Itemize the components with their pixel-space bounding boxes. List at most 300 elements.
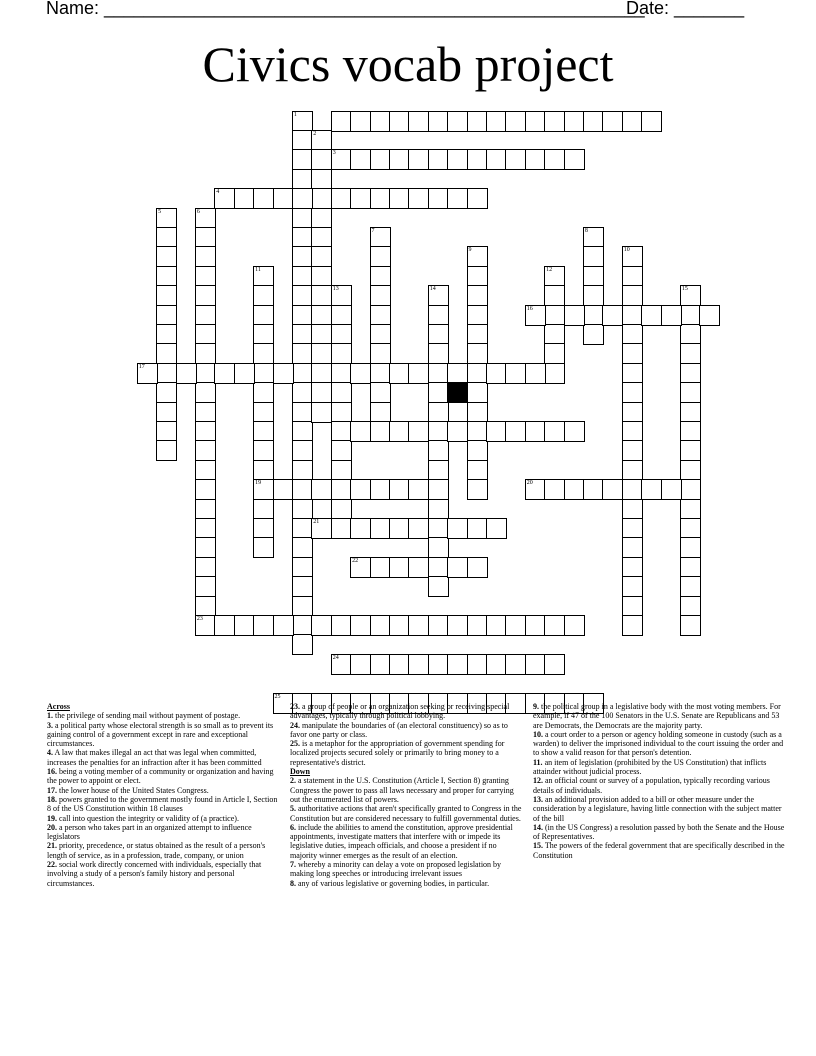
crossword-cell[interactable] (370, 479, 391, 500)
crossword-cell[interactable] (622, 324, 643, 345)
crossword-cell[interactable] (331, 479, 352, 500)
crossword-cell[interactable] (195, 421, 216, 442)
crossword-cell[interactable] (195, 382, 216, 403)
crossword-cell[interactable] (486, 421, 507, 442)
crossword-cell[interactable] (195, 343, 216, 364)
crossword-cell[interactable] (622, 499, 643, 520)
crossword-cell[interactable] (408, 518, 429, 539)
crossword-cell[interactable] (156, 246, 177, 267)
crossword-cell[interactable] (661, 305, 682, 326)
crossword-cell[interactable] (505, 111, 526, 132)
crossword-cell[interactable] (583, 479, 604, 500)
crossword-cell[interactable] (428, 518, 449, 539)
crossword-cell[interactable] (370, 188, 391, 209)
crossword-cell[interactable] (331, 343, 352, 364)
crossword-cell[interactable] (447, 149, 468, 170)
crossword-cell[interactable] (486, 111, 507, 132)
crossword-cell[interactable] (292, 343, 313, 364)
crossword-cell[interactable] (622, 382, 643, 403)
crossword-cell[interactable] (408, 188, 429, 209)
crossword-cell[interactable] (214, 188, 235, 209)
crossword-cell[interactable] (195, 246, 216, 267)
crossword-cell[interactable] (253, 615, 274, 636)
crossword-cell[interactable] (467, 111, 488, 132)
crossword-cell[interactable] (331, 382, 352, 403)
crossword-cell[interactable] (234, 615, 255, 636)
crossword-cell[interactable] (370, 305, 391, 326)
crossword-cell[interactable] (467, 324, 488, 345)
crossword-cell[interactable] (447, 557, 468, 578)
crossword-cell[interactable] (234, 188, 255, 209)
crossword-cell[interactable] (156, 402, 177, 423)
crossword-cell[interactable] (544, 266, 565, 287)
crossword-cell[interactable] (544, 149, 565, 170)
crossword-cell[interactable] (234, 363, 255, 384)
crossword-cell[interactable] (622, 343, 643, 364)
crossword-cell[interactable] (311, 208, 332, 229)
crossword-cell[interactable] (583, 246, 604, 267)
crossword-cell[interactable] (467, 421, 488, 442)
crossword-cell[interactable] (680, 421, 701, 442)
crossword-cell[interactable] (680, 479, 701, 500)
crossword-cell[interactable] (622, 576, 643, 597)
crossword-cell[interactable] (292, 382, 313, 403)
crossword-cell[interactable] (253, 479, 274, 500)
crossword-cell[interactable] (350, 654, 371, 675)
crossword-cell[interactable] (311, 188, 332, 209)
crossword-cell[interactable] (602, 111, 623, 132)
crossword-cell[interactable] (389, 421, 410, 442)
crossword-cell[interactable] (641, 305, 662, 326)
crossword-cell[interactable] (505, 149, 526, 170)
crossword-cell[interactable] (525, 615, 546, 636)
crossword-cell[interactable] (292, 460, 313, 481)
crossword-cell[interactable] (195, 479, 216, 500)
crossword-cell[interactable] (292, 324, 313, 345)
crossword-cell[interactable] (292, 402, 313, 423)
crossword-cell[interactable] (370, 149, 391, 170)
crossword-cell[interactable] (292, 596, 313, 617)
crossword-cell[interactable] (389, 479, 410, 500)
crossword-cell[interactable] (544, 343, 565, 364)
crossword-cell[interactable] (331, 324, 352, 345)
crossword-cell[interactable] (680, 576, 701, 597)
crossword-cell[interactable] (156, 363, 177, 384)
crossword-cell[interactable] (428, 363, 449, 384)
crossword-cell[interactable] (311, 285, 332, 306)
crossword-cell[interactable] (214, 363, 235, 384)
crossword-cell[interactable] (583, 305, 604, 326)
crossword-cell[interactable] (680, 402, 701, 423)
crossword-cell[interactable] (292, 518, 313, 539)
crossword-cell[interactable] (467, 149, 488, 170)
crossword-cell[interactable] (564, 111, 585, 132)
crossword-cell[interactable] (505, 615, 526, 636)
crossword-cell[interactable] (680, 440, 701, 461)
crossword-cell[interactable] (680, 460, 701, 481)
crossword-cell[interactable] (292, 634, 313, 655)
crossword-cell[interactable] (428, 440, 449, 461)
crossword-cell[interactable] (564, 421, 585, 442)
crossword-cell[interactable] (156, 343, 177, 364)
crossword-cell[interactable] (447, 111, 468, 132)
crossword-cell[interactable] (253, 402, 274, 423)
crossword-cell[interactable] (292, 285, 313, 306)
crossword-cell[interactable] (544, 421, 565, 442)
crossword-cell[interactable] (292, 440, 313, 461)
crossword-cell[interactable] (331, 188, 352, 209)
crossword-cell[interactable] (505, 363, 526, 384)
crossword-cell[interactable] (583, 227, 604, 248)
crossword-cell[interactable] (428, 402, 449, 423)
crossword-cell[interactable] (253, 499, 274, 520)
crossword-cell[interactable] (311, 615, 332, 636)
crossword-cell[interactable] (350, 557, 371, 578)
crossword-cell[interactable] (214, 615, 235, 636)
crossword-cell[interactable] (622, 615, 643, 636)
crossword-cell[interactable] (370, 266, 391, 287)
crossword-cell[interactable] (467, 615, 488, 636)
crossword-cell[interactable] (428, 305, 449, 326)
crossword-cell[interactable] (622, 402, 643, 423)
crossword-cell[interactable] (292, 557, 313, 578)
crossword-cell[interactable] (273, 188, 294, 209)
crossword-cell[interactable] (311, 518, 332, 539)
crossword-cell[interactable] (544, 111, 565, 132)
crossword-cell[interactable] (331, 111, 352, 132)
crossword-cell[interactable] (311, 130, 332, 151)
crossword-cell[interactable] (544, 285, 565, 306)
crossword-cell[interactable] (544, 324, 565, 345)
crossword-cell[interactable] (467, 557, 488, 578)
crossword-cell[interactable] (680, 557, 701, 578)
crossword-cell[interactable] (428, 499, 449, 520)
crossword-cell[interactable] (156, 285, 177, 306)
crossword-cell[interactable] (331, 285, 352, 306)
crossword-cell[interactable] (253, 382, 274, 403)
crossword-cell[interactable] (389, 518, 410, 539)
crossword-cell[interactable] (389, 557, 410, 578)
crossword-cell[interactable] (176, 363, 197, 384)
crossword-cell[interactable] (389, 188, 410, 209)
crossword-cell[interactable] (311, 479, 332, 500)
crossword-cell[interactable] (156, 208, 177, 229)
crossword-cell[interactable] (467, 460, 488, 481)
crossword-cell[interactable] (253, 363, 274, 384)
crossword-cell[interactable] (641, 479, 662, 500)
crossword-cell[interactable] (311, 382, 332, 403)
crossword-cell[interactable] (486, 149, 507, 170)
crossword-cell[interactable] (331, 499, 352, 520)
crossword-cell[interactable] (622, 111, 643, 132)
crossword-cell[interactable] (525, 305, 546, 326)
crossword-cell[interactable] (467, 479, 488, 500)
crossword-cell[interactable] (311, 324, 332, 345)
crossword-cell[interactable] (311, 246, 332, 267)
crossword-cell[interactable] (350, 615, 371, 636)
crossword-cell[interactable] (428, 557, 449, 578)
crossword-cell[interactable] (370, 246, 391, 267)
crossword-cell[interactable] (195, 402, 216, 423)
crossword-cell[interactable] (467, 518, 488, 539)
crossword-cell[interactable] (583, 324, 604, 345)
crossword-cell[interactable] (389, 615, 410, 636)
crossword-cell[interactable] (195, 596, 216, 617)
crossword-cell[interactable] (195, 363, 216, 384)
crossword-cell[interactable] (428, 343, 449, 364)
crossword-cell[interactable] (525, 421, 546, 442)
crossword-cell[interactable] (428, 285, 449, 306)
crossword-cell[interactable] (680, 305, 701, 326)
crossword-cell[interactable] (195, 499, 216, 520)
crossword-cell[interactable] (370, 343, 391, 364)
crossword-cell[interactable] (195, 615, 216, 636)
crossword-cell[interactable] (467, 266, 488, 287)
crossword-cell[interactable] (544, 363, 565, 384)
crossword-cell[interactable] (195, 227, 216, 248)
crossword-cell[interactable] (428, 421, 449, 442)
crossword-cell[interactable] (273, 363, 294, 384)
crossword-cell[interactable] (544, 654, 565, 675)
crossword-cell[interactable] (311, 402, 332, 423)
crossword-cell[interactable] (292, 149, 313, 170)
crossword-cell[interactable] (370, 421, 391, 442)
crossword-cell[interactable] (350, 363, 371, 384)
crossword-cell[interactable] (195, 460, 216, 481)
crossword-cell[interactable] (544, 479, 565, 500)
crossword-cell[interactable] (253, 266, 274, 287)
crossword-cell[interactable] (331, 460, 352, 481)
crossword-cell[interactable] (408, 111, 429, 132)
crossword-cell[interactable] (467, 343, 488, 364)
crossword-cell[interactable] (292, 111, 313, 132)
crossword-cell[interactable] (622, 285, 643, 306)
crossword-cell[interactable] (525, 111, 546, 132)
crossword-cell[interactable] (370, 111, 391, 132)
crossword-cell[interactable] (564, 149, 585, 170)
crossword-cell[interactable] (370, 382, 391, 403)
crossword-cell[interactable] (370, 227, 391, 248)
crossword-cell[interactable] (428, 149, 449, 170)
crossword-cell[interactable] (292, 208, 313, 229)
crossword-cell[interactable] (156, 324, 177, 345)
crossword-cell[interactable] (447, 654, 468, 675)
crossword-cell[interactable] (331, 402, 352, 423)
crossword-cell[interactable] (156, 266, 177, 287)
crossword-cell[interactable] (195, 285, 216, 306)
crossword-cell[interactable] (680, 615, 701, 636)
crossword-cell[interactable] (156, 305, 177, 326)
crossword-cell[interactable] (292, 305, 313, 326)
crossword-cell[interactable] (467, 363, 488, 384)
crossword-cell[interactable] (622, 518, 643, 539)
crossword-cell[interactable] (292, 227, 313, 248)
crossword-cell[interactable] (602, 305, 623, 326)
crossword-cell[interactable] (680, 499, 701, 520)
crossword-cell[interactable] (544, 615, 565, 636)
crossword-cell[interactable] (156, 227, 177, 248)
crossword-cell[interactable] (622, 479, 643, 500)
crossword-cell[interactable] (331, 654, 352, 675)
crossword-cell[interactable] (273, 479, 294, 500)
crossword-cell[interactable] (564, 479, 585, 500)
crossword-cell[interactable] (195, 576, 216, 597)
crossword-cell[interactable] (370, 615, 391, 636)
crossword-cell[interactable] (331, 440, 352, 461)
crossword-cell[interactable] (486, 654, 507, 675)
crossword-cell[interactable] (408, 479, 429, 500)
crossword-cell[interactable] (292, 479, 313, 500)
crossword-cell[interactable] (699, 305, 720, 326)
crossword-cell[interactable] (389, 149, 410, 170)
crossword-cell[interactable] (622, 440, 643, 461)
crossword-cell[interactable] (331, 363, 352, 384)
crossword-cell[interactable] (195, 557, 216, 578)
crossword-cell[interactable] (292, 537, 313, 558)
crossword-cell[interactable] (467, 440, 488, 461)
crossword-cell[interactable] (622, 557, 643, 578)
crossword-cell[interactable] (253, 518, 274, 539)
crossword-cell[interactable] (680, 518, 701, 539)
crossword-cell[interactable] (428, 615, 449, 636)
crossword-cell[interactable] (680, 324, 701, 345)
crossword-cell[interactable] (195, 537, 216, 558)
crossword-cell[interactable] (428, 479, 449, 500)
crossword-cell[interactable] (408, 615, 429, 636)
crossword-cell[interactable] (370, 557, 391, 578)
crossword-cell[interactable] (195, 305, 216, 326)
crossword-cell[interactable] (428, 576, 449, 597)
crossword-cell[interactable] (564, 305, 585, 326)
crossword-cell[interactable] (311, 169, 332, 190)
crossword-cell[interactable] (622, 460, 643, 481)
crossword-cell[interactable] (253, 440, 274, 461)
crossword-cell[interactable] (428, 382, 449, 403)
crossword-cell[interactable] (467, 654, 488, 675)
crossword-cell[interactable] (583, 266, 604, 287)
crossword-cell[interactable] (350, 421, 371, 442)
crossword-cell[interactable] (467, 188, 488, 209)
crossword-cell[interactable] (331, 518, 352, 539)
crossword-cell[interactable] (525, 479, 546, 500)
crossword-cell[interactable] (505, 654, 526, 675)
crossword-cell[interactable] (486, 518, 507, 539)
crossword-cell[interactable] (680, 363, 701, 384)
crossword-cell[interactable] (486, 363, 507, 384)
crossword-cell[interactable] (292, 188, 313, 209)
crossword-cell[interactable] (622, 266, 643, 287)
crossword-cell[interactable] (331, 305, 352, 326)
crossword-cell[interactable] (428, 460, 449, 481)
crossword-cell[interactable] (350, 518, 371, 539)
crossword-cell[interactable] (447, 188, 468, 209)
crossword-cell[interactable] (408, 654, 429, 675)
crossword-cell[interactable] (370, 324, 391, 345)
crossword-cell[interactable] (428, 188, 449, 209)
crossword-cell[interactable] (292, 363, 313, 384)
crossword-cell[interactable] (292, 421, 313, 442)
crossword-cell[interactable] (370, 654, 391, 675)
crossword-cell[interactable] (253, 285, 274, 306)
crossword-cell[interactable] (680, 285, 701, 306)
crossword-cell[interactable] (680, 596, 701, 617)
crossword-cell[interactable] (680, 343, 701, 364)
crossword-cell[interactable] (292, 499, 313, 520)
crossword-cell[interactable] (505, 421, 526, 442)
crossword-cell[interactable] (641, 111, 662, 132)
crossword-cell[interactable] (253, 460, 274, 481)
crossword-cell[interactable] (370, 402, 391, 423)
crossword-cell[interactable] (467, 402, 488, 423)
crossword-cell[interactable] (680, 537, 701, 558)
crossword-cell[interactable] (331, 615, 352, 636)
name-field-label[interactable]: Name: ______________________________________________________ (46, 0, 645, 18)
crossword-cell[interactable] (195, 518, 216, 539)
crossword-cell[interactable] (311, 266, 332, 287)
crossword-cell[interactable] (447, 615, 468, 636)
crossword-cell[interactable] (253, 537, 274, 558)
crossword-cell[interactable] (292, 266, 313, 287)
crossword-cell[interactable] (467, 305, 488, 326)
crossword-cell[interactable] (311, 363, 332, 384)
crossword-cell[interactable] (525, 363, 546, 384)
crossword-cell[interactable] (350, 149, 371, 170)
crossword-cell[interactable] (428, 654, 449, 675)
crossword-cell[interactable] (408, 421, 429, 442)
crossword-cell[interactable] (331, 421, 352, 442)
crossword-cell[interactable] (622, 305, 643, 326)
crossword-cell[interactable] (408, 363, 429, 384)
crossword-cell[interactable] (661, 479, 682, 500)
crossword-cell[interactable] (408, 149, 429, 170)
crossword-cell[interactable] (253, 343, 274, 364)
crossword-cell[interactable] (156, 421, 177, 442)
crossword-cell[interactable] (467, 382, 488, 403)
crossword-cell[interactable] (195, 208, 216, 229)
crossword-cell[interactable] (370, 518, 391, 539)
crossword-cell[interactable] (253, 324, 274, 345)
crossword-cell[interactable] (331, 149, 352, 170)
crossword-cell[interactable] (428, 324, 449, 345)
crossword-cell[interactable] (253, 188, 274, 209)
crossword-cell[interactable] (195, 266, 216, 287)
crossword-cell[interactable] (467, 285, 488, 306)
crossword-cell[interactable] (273, 615, 294, 636)
crossword-cell[interactable] (311, 305, 332, 326)
crossword-cell[interactable] (467, 246, 488, 267)
crossword-cell[interactable] (564, 615, 585, 636)
crossword-cell[interactable] (292, 576, 313, 597)
crossword-cell[interactable] (447, 421, 468, 442)
crossword-cell[interactable] (370, 285, 391, 306)
crossword-cell[interactable] (292, 130, 313, 151)
crossword-cell[interactable] (311, 227, 332, 248)
crossword-cell[interactable] (292, 615, 313, 636)
crossword-cell[interactable] (447, 363, 468, 384)
crossword-cell[interactable] (622, 537, 643, 558)
crossword-cell[interactable] (486, 615, 507, 636)
crossword-cell[interactable] (680, 382, 701, 403)
crossword-cell[interactable] (292, 169, 313, 190)
date-field-label[interactable]: Date: _______ (626, 0, 745, 18)
crossword-cell[interactable] (622, 596, 643, 617)
crossword-cell[interactable] (544, 305, 565, 326)
crossword-cell[interactable] (447, 518, 468, 539)
crossword-cell[interactable] (350, 479, 371, 500)
crossword-cell[interactable] (311, 343, 332, 364)
crossword-cell[interactable] (389, 111, 410, 132)
crossword-cell[interactable] (195, 440, 216, 461)
